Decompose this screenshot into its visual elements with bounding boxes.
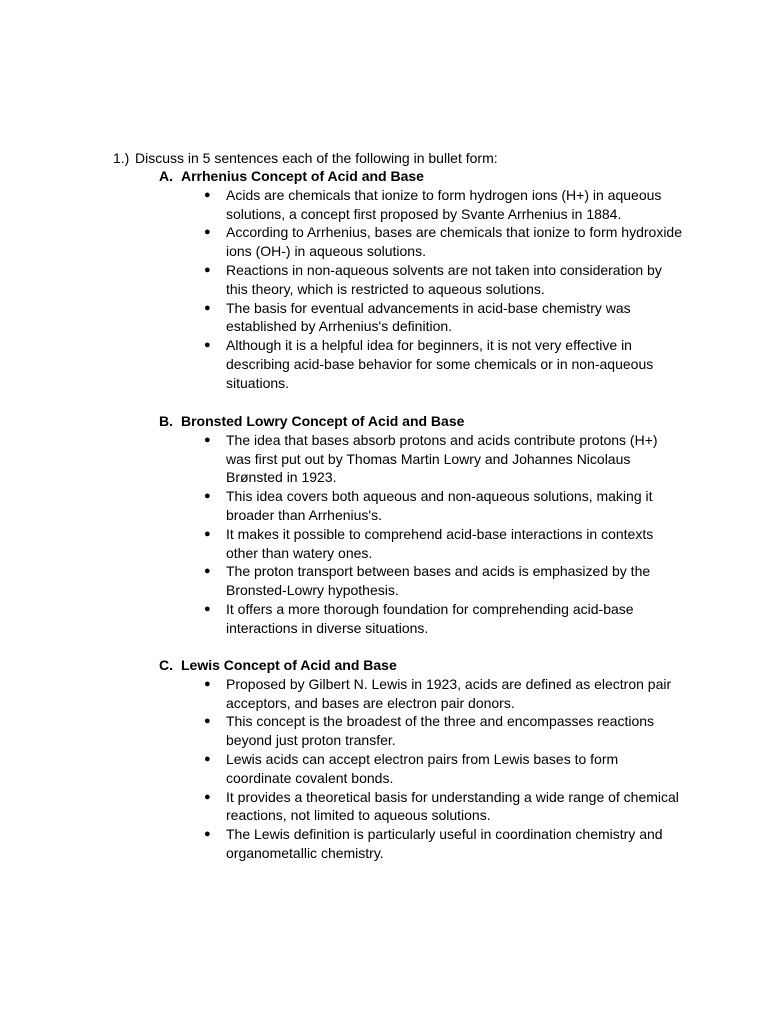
bullet-icon: ● xyxy=(204,828,211,841)
bullet-item xyxy=(159,261,686,299)
question-text: Discuss in 5 sentences each of the following in bullet form: xyxy=(135,150,498,166)
bullet-icon: ● xyxy=(204,565,211,578)
bullet-text: The proton transport between bases and acids is emphasized by the Bronsted-Lowry hypothesis. xyxy=(226,563,651,599)
bullet-icon: ● xyxy=(204,602,211,615)
bullet-item xyxy=(159,186,686,224)
bullet-icon: ● xyxy=(204,752,211,765)
bullet-item xyxy=(159,431,686,487)
bullet-text: The idea that bases absorb protons and acids contribute protons (H+) was first put out by Thomas Martin Lowry and Johannes Nicolaus Brønsted in 1923. xyxy=(226,431,658,486)
bullet-icon: ● xyxy=(204,263,211,276)
bullet-list xyxy=(159,186,699,393)
section-title: Bronsted Lowry Concept of Acid and Base xyxy=(181,413,465,429)
bullet-item xyxy=(159,750,686,788)
section-letter: B. xyxy=(159,413,173,429)
section-heading xyxy=(159,167,699,186)
bullet-item xyxy=(159,223,686,261)
bullet-text: This idea covers both aqueous and non-aqueous solutions, making it broader than Arrhenius's. xyxy=(226,488,653,523)
section-heading xyxy=(159,656,699,675)
bullet-icon: ● xyxy=(204,188,211,201)
bullet-text: It offers a more thorough foundation for comprehending acid-base interactions in diverse situations. xyxy=(226,600,634,636)
bullet-icon: ● xyxy=(204,677,211,690)
bullet-text: Acids are chemicals that ionize to form hydrogen ions (H+) in aqueous solutions, a concept first proposed by Svante Arrhenius in 1884. xyxy=(226,186,662,222)
bullet-item xyxy=(159,562,686,600)
section-heading xyxy=(159,412,699,431)
bullet-list xyxy=(159,675,699,863)
bullet-text: It provides a theoretical basis for understanding a wide range of chemical reactions, not limited to aqueous solutions. xyxy=(226,788,679,824)
bullet-text: Although it is a helpful idea for beginners, it is not very effective in describing acid-base behavior for some chemicals or in non-aqueous situations. xyxy=(226,337,654,391)
bullet-text: It makes it possible to comprehend acid-base interactions in contexts other than watery ones. xyxy=(226,525,654,561)
bullet-icon: ● xyxy=(204,790,211,803)
section-arrhenius xyxy=(159,167,699,393)
bullet-text: Reactions in non-aqueous solvents are not taken into consideration by this theory, which is restricted to aqueous solutions. xyxy=(226,261,662,297)
bullet-item xyxy=(159,487,686,525)
bullet-text: Proposed by Gilbert N. Lewis in 1923, acids are defined as electron pair acceptors, and bases are electron pair donors. xyxy=(226,675,672,711)
bullet-icon: ● xyxy=(204,433,211,446)
bullet-text: This concept is the broadest of the three and encompasses reactions beyond just proton transfer. xyxy=(226,713,655,749)
bullet-item xyxy=(159,299,686,337)
bullet-item xyxy=(159,675,686,713)
section-title: Lewis Concept of Acid and Base xyxy=(181,657,397,673)
bullet-text: The basis for eventual advancements in acid-base chemistry was established by Arrhenius's definition. xyxy=(226,299,631,335)
bullet-item xyxy=(159,788,686,826)
bullet-text: Lewis acids can accept electron pairs from Lewis bases to form coordinate covalent bonds. xyxy=(226,750,619,786)
bullet-icon: ● xyxy=(204,339,211,352)
bullet-icon: ● xyxy=(204,527,211,540)
bullet-item xyxy=(159,825,686,863)
bullet-item xyxy=(159,336,686,392)
question-number: 1.) xyxy=(113,150,130,166)
bullet-icon: ● xyxy=(204,715,211,728)
section-lewis xyxy=(159,656,699,863)
bullet-icon: ● xyxy=(204,226,211,239)
bullet-icon: ● xyxy=(204,490,211,503)
bullet-icon: ● xyxy=(204,301,211,314)
section-bronsted-lowry xyxy=(159,412,699,638)
bullet-text: The Lewis definition is particularly useful in coordination chemistry and organometallic chemistry. xyxy=(226,826,663,861)
section-letter: A. xyxy=(159,168,173,184)
section-title: Arrhenius Concept of Acid and Base xyxy=(181,168,424,184)
section-letter: C. xyxy=(159,657,173,673)
bullet-item xyxy=(159,712,686,750)
bullet-list xyxy=(159,431,699,638)
bullet-item xyxy=(159,600,686,638)
bullet-item xyxy=(159,525,686,563)
bullet-text: According to Arrhenius, bases are chemicals that ionize to form hydroxide ions (OH-) in aqueous solutions. xyxy=(226,224,683,260)
question-prompt xyxy=(113,149,713,168)
